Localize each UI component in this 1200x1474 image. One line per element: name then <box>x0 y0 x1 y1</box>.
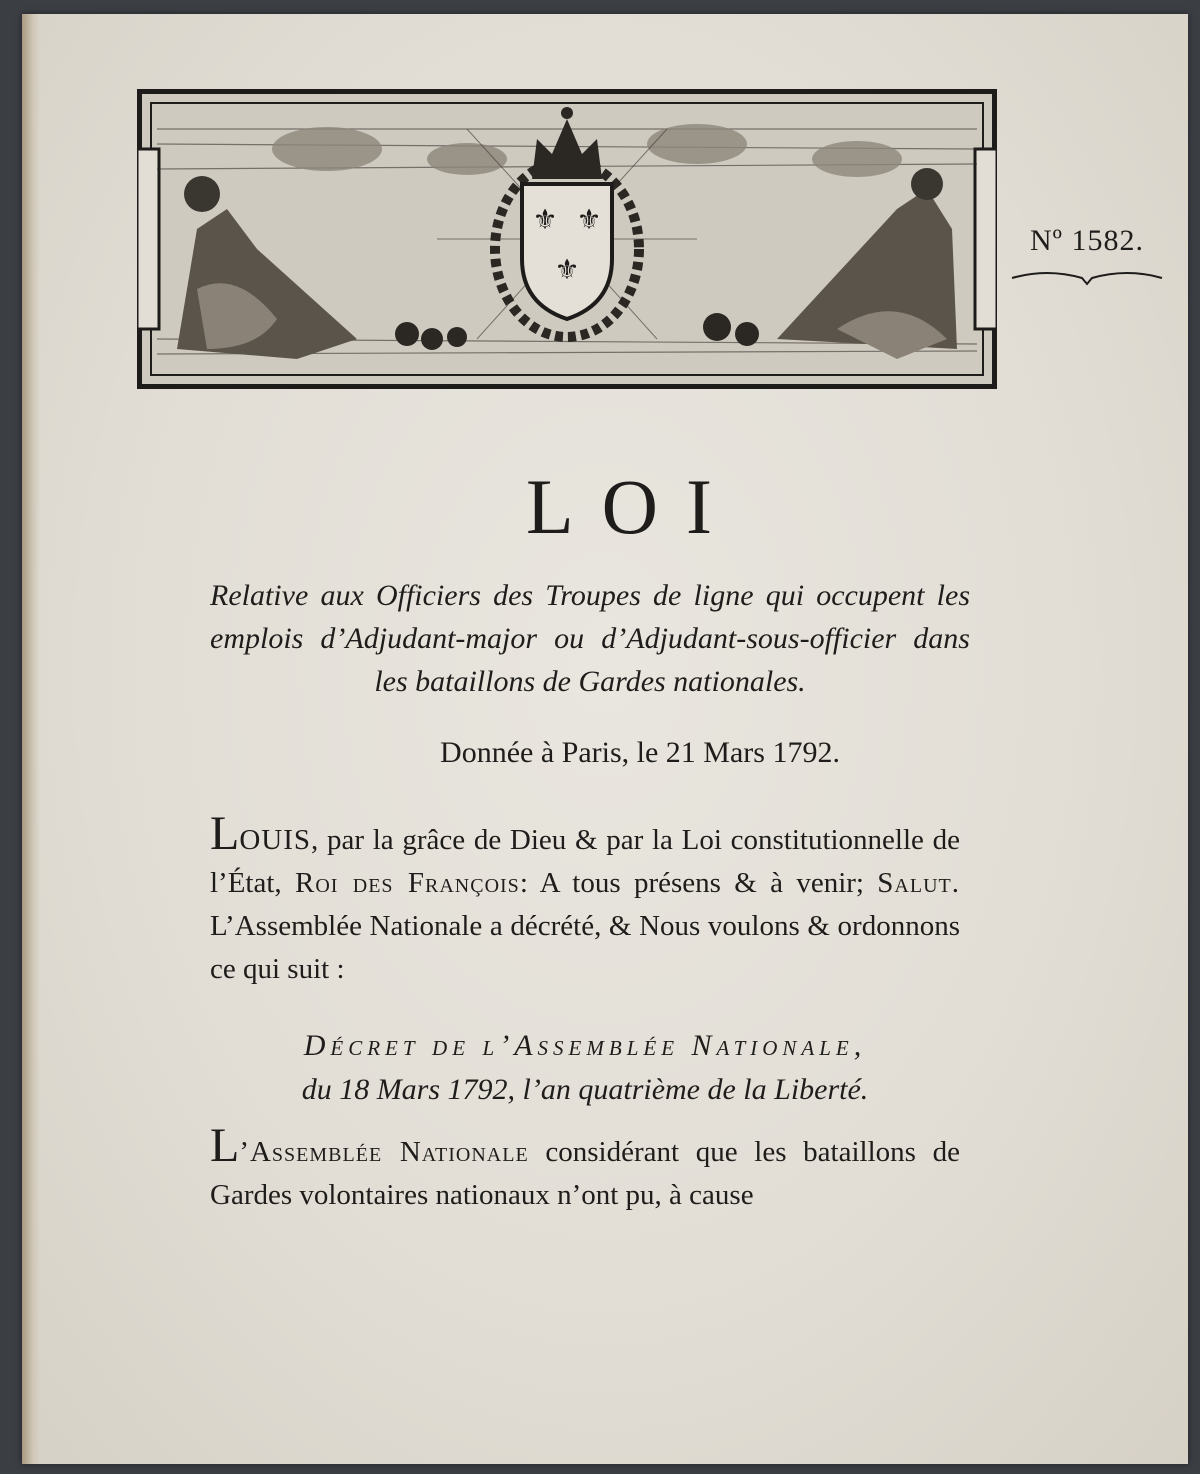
body-dropcap: L <box>210 1119 240 1172</box>
royal-arms-vignette <box>137 89 997 389</box>
preamble-part2: : A tous présens & à venir; <box>519 867 864 899</box>
document-number: Nº 1582. <box>1030 224 1144 257</box>
king-title: Roi des François <box>295 867 520 899</box>
preamble-dropcap: L <box>210 807 240 860</box>
salut: Salut. <box>877 867 960 899</box>
svg-text:⚜: ⚜ <box>554 253 580 286</box>
preamble-part3: L’Assemblée Nationale a décrété, & Nous voulons & ordonnons ce qui suit : <box>210 910 960 985</box>
svg-text:⚜: ⚜ <box>576 203 602 236</box>
svg-text:⚜: ⚜ <box>532 203 558 236</box>
body-text: considérant que les bataillons de Gardes volontaires nationaux n’ont pu, à cause <box>210 1136 960 1211</box>
decree-heading-line1: Décret de l’Assemblée Nationale, <box>303 1029 867 1062</box>
king-name: OUIS <box>239 824 311 856</box>
show-through-text <box>252 394 992 438</box>
dateline: Donnée à Paris, le 21 Mars 1792. <box>440 736 840 769</box>
preamble-part1: , par la grâce de Dieu & par la Loi constitutionnelle de l’État, <box>210 824 960 899</box>
page-title: LOI <box>526 463 740 550</box>
preamble-paragraph <box>210 807 960 991</box>
document-page <box>22 14 1188 1464</box>
decree-heading <box>210 1024 960 1112</box>
number-flourish <box>1007 264 1167 288</box>
subtitle: Relative aux Officiers des Troupes de ligne qui occupent les emplois d’Adjudant-major ou d’Adjudant-sous-officier dans les bataillons de Gardes nationales. <box>210 579 970 698</box>
body-paragraph <box>210 1119 960 1217</box>
body-lead: ’Assemblée Nationale <box>239 1136 529 1168</box>
decree-heading-line2: du 18 Mars 1792, l’an quatrième de la Liberté. <box>301 1073 869 1106</box>
